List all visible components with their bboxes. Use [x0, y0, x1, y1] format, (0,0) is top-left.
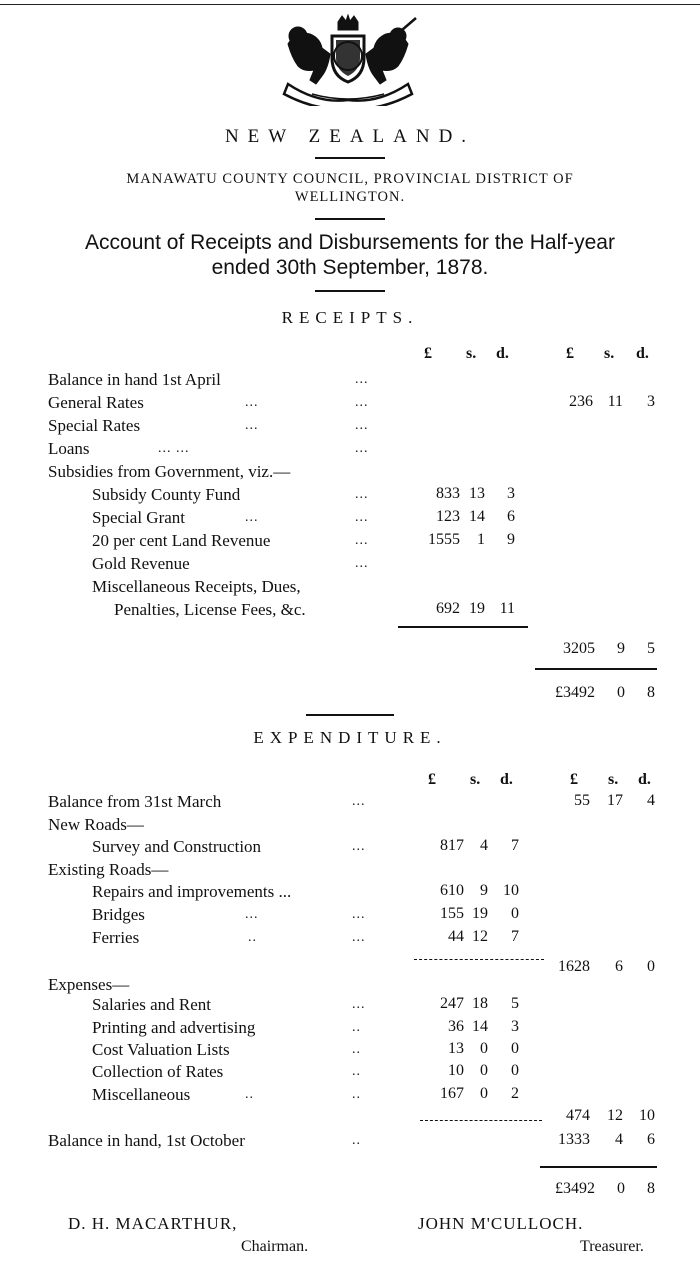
expenditure-total-rule	[540, 1166, 657, 1168]
receipts-row-inner-shillings: 14	[469, 508, 485, 525]
expenditure-row-inner-pence: 7	[511, 928, 519, 945]
heading-divider	[315, 157, 385, 159]
heading-divider	[315, 218, 385, 220]
receipts-row-dots: ...	[355, 372, 369, 387]
receipts-row-dots: ...	[355, 510, 369, 525]
expenditure-row-inner-shillings: 14	[472, 1018, 488, 1035]
expenditure-row-outer-shillings: 6	[615, 958, 623, 975]
expenditure-row-inner-pounds: 44	[448, 928, 464, 945]
receipts-row-inner-shillings: 13	[469, 485, 485, 502]
receipts-row-inner-pounds: 833	[436, 485, 460, 502]
expenditure-row-leader-dots: ...	[245, 907, 259, 922]
expenditure-row-inner-pence: 0	[511, 905, 519, 922]
expenditure-row-label: Cost Valuation Lists	[92, 1040, 230, 1059]
receipts-row-inner-shillings: 19	[469, 600, 485, 617]
expenditure-row-dots: ..	[352, 1087, 361, 1102]
receipts-row-leader-dots: ...	[245, 510, 259, 525]
expenditure-total-shillings: 0	[617, 1180, 625, 1197]
receipts-inner-pound-header: £	[424, 345, 432, 362]
treasurer-name: JOHN M'CULLOCH.	[418, 1214, 584, 1233]
expenditure-row-outer-pence: 6	[647, 1131, 655, 1148]
expenditure-row-leader-dots: ..	[245, 1087, 254, 1102]
expenditure-row-inner-pence: 0	[511, 1062, 519, 1079]
expenditure-inner-pound-header: £	[428, 771, 436, 788]
receipts-inner-shilling-header: s.	[466, 345, 477, 362]
receipts-row-label: Miscellaneous Receipts, Dues,	[92, 577, 301, 596]
receipts-outer-pence-header: d.	[636, 345, 649, 362]
receipts-row-inner-pence: 9	[507, 531, 515, 548]
expenditure-row-inner-shillings: 12	[472, 928, 488, 945]
expenditure-outer-pound-header: £	[570, 771, 578, 788]
receipts-row-inner-pence: 6	[507, 508, 515, 525]
expenditure-row-inner-pounds: 610	[440, 882, 464, 899]
expenditure-row-inner-pence: 0	[511, 1040, 519, 1057]
expenditure-row-inner-pence: 10	[503, 882, 519, 899]
expenditure-row-label: Miscellaneous	[92, 1085, 191, 1104]
expenditure-row-outer-shillings: 12	[607, 1107, 623, 1124]
receipts-row-label: Loans	[48, 439, 90, 458]
receipts-row-dots: ...	[355, 533, 369, 548]
expenditure-row-dots: ..	[352, 1020, 361, 1035]
receipts-title: RECEIPTS.	[281, 308, 419, 327]
expenditure-row-dots: ...	[352, 997, 366, 1012]
expenditure-row-label: Balance in hand, 1st October	[48, 1131, 245, 1150]
expenditure-row-outer-shillings: 17	[607, 792, 623, 809]
receipts-row-label: Subsidy County Fund	[92, 485, 241, 504]
heading-divider	[315, 290, 385, 292]
expenditure-row-dots: ..	[352, 1042, 361, 1057]
receipts-subtotal-pence: 5	[647, 640, 655, 657]
receipts-row-leader-dots: ... ...	[158, 441, 190, 456]
expenditure-row-label: Repairs and improvements ...	[92, 882, 292, 901]
receipts-row-dots: ...	[355, 441, 369, 456]
expenditure-row-label: Expenses—	[48, 975, 130, 994]
expenditure-outer-shilling-header: s.	[608, 771, 619, 788]
account-title-line-2: ended 30th September, 1878.	[211, 256, 489, 279]
expenses-subtotal-rule	[420, 1120, 542, 1121]
expenditure-row-inner-pounds: 10	[448, 1062, 464, 1079]
expenditure-row-inner-shillings: 0	[480, 1040, 488, 1057]
expenditure-title: EXPENDITURE.	[253, 728, 447, 747]
expenditure-row-dots: ...	[352, 839, 366, 854]
expenditure-row-outer-pence: 0	[647, 958, 655, 975]
receipts-outer-shilling-header: s.	[604, 345, 615, 362]
receipts-total-pence: 8	[647, 684, 655, 701]
expenditure-row-inner-pounds: 36	[448, 1018, 464, 1035]
expenditure-row-outer-pounds: 1333	[558, 1131, 590, 1148]
expenditure-inner-pence-header: d.	[500, 771, 513, 788]
expenditure-row-leader-dots: ..	[248, 930, 257, 945]
expenditure-row-outer-shillings: 4	[615, 1131, 623, 1148]
receipts-row-label: Subsidies from Government, viz.—	[48, 462, 291, 481]
receipts-row-outer-pence: 3	[647, 393, 655, 410]
receipts-row-label: Balance in hand 1st April	[48, 370, 221, 389]
receipts-subtotal-rule	[398, 626, 528, 628]
expenditure-row-label: Bridges	[92, 905, 145, 924]
expenditure-row-inner-pounds: 13	[448, 1040, 464, 1057]
expenditure-row-inner-pence: 3	[511, 1018, 519, 1035]
expenditure-row-inner-shillings: 18	[472, 995, 488, 1012]
expenditure-row-label: Collection of Rates	[92, 1062, 224, 1081]
council-line-2: WELLINGTON.	[294, 189, 406, 205]
receipts-total-rule	[535, 668, 657, 670]
expenditure-row-inner-pence: 7	[511, 837, 519, 854]
receipts-row-leader-dots: ...	[245, 395, 259, 410]
receipts-row-outer-shillings: 11	[607, 393, 623, 410]
receipts-row-label: Special Grant	[92, 508, 185, 527]
receipts-row-dots: ...	[355, 556, 369, 571]
expenditure-row-dots: ..	[352, 1064, 361, 1079]
receipts-row-label: 20 per cent Land Revenue	[92, 531, 271, 550]
expenditure-row-dots: ...	[352, 930, 366, 945]
expenditure-row-outer-pence: 4	[647, 792, 655, 809]
coat-of-arms-icon	[268, 14, 428, 106]
expenditure-row-label: Existing Roads—	[48, 860, 169, 879]
expenditure-row-inner-pence: 2	[511, 1085, 519, 1102]
existing-roads-subtotal-rule	[414, 959, 544, 960]
section-divider	[306, 714, 394, 716]
expenditure-row-label: Printing and advertising	[92, 1018, 256, 1037]
expenditure-row-label: Ferries	[92, 928, 140, 947]
chairman-title: Chairman.	[241, 1238, 309, 1255]
receipts-row-inner-pence: 3	[507, 485, 515, 502]
expenditure-inner-shilling-header: s.	[470, 771, 481, 788]
receipts-row-dots: ...	[355, 395, 369, 410]
receipts-row-leader-dots: ...	[245, 418, 259, 433]
receipts-total-shillings: 0	[617, 684, 625, 701]
expenditure-row-inner-shillings: 0	[480, 1085, 488, 1102]
receipts-row-dots: ...	[355, 487, 369, 502]
treasurer-title: Treasurer.	[580, 1238, 644, 1255]
receipts-total-pounds: £3492	[555, 684, 595, 701]
expenditure-row-label: New Roads—	[48, 815, 144, 834]
account-title-line-1: Account of Receipts and Disbursements for the Half-year	[85, 231, 615, 254]
expenditure-row-inner-shillings: 9	[480, 882, 488, 899]
receipts-row-label: General Rates	[48, 393, 144, 412]
expenditure-row-inner-shillings: 0	[480, 1062, 488, 1079]
council-line-1: MANAWATU COUNTY COUNCIL, PROVINCIAL DISTRICT OF	[126, 171, 574, 187]
expenditure-row-label: Survey and Construction	[92, 837, 262, 856]
receipts-row-label: Penalties, License Fees, &c.	[114, 600, 306, 619]
receipts-inner-pence-header: d.	[496, 345, 509, 362]
receipts-row-inner-pence: 11	[499, 600, 515, 617]
receipts-row-inner-shillings: 1	[477, 531, 485, 548]
chairman-name: D. H. MACARTHUR,	[68, 1214, 238, 1233]
expenditure-row-inner-shillings: 4	[480, 837, 488, 854]
expenditure-row-inner-shillings: 19	[472, 905, 488, 922]
receipts-row-label: Gold Revenue	[92, 554, 190, 573]
top-border-rule	[0, 4, 700, 5]
expenditure-row-inner-pounds: 155	[440, 905, 464, 922]
expenditure-row-dots: ...	[352, 907, 366, 922]
expenditure-row-inner-pounds: 247	[440, 995, 464, 1012]
expenditure-row-outer-pence: 10	[639, 1107, 655, 1124]
receipts-outer-pound-header: £	[566, 345, 574, 362]
receipts-subtotal-pounds: 3205	[563, 640, 595, 657]
receipts-row-inner-pounds: 1555	[428, 531, 460, 548]
country-heading: NEW ZEALAND.	[224, 126, 476, 147]
expenditure-outer-pence-header: d.	[638, 771, 651, 788]
expenditure-row-outer-pounds: 1628	[558, 958, 590, 975]
receipts-subtotal-shillings: 9	[617, 640, 625, 657]
expenditure-row-dots: ...	[352, 794, 366, 809]
receipts-row-dots: ...	[355, 418, 369, 433]
expenditure-total-pounds: £3492	[555, 1180, 595, 1197]
expenditure-total-pence: 8	[647, 1180, 655, 1197]
expenditure-row-inner-pounds: 167	[440, 1085, 464, 1102]
expenditure-row-dots: ..	[352, 1133, 361, 1148]
receipts-row-outer-pounds: 236	[569, 393, 593, 410]
receipts-row-label: Special Rates	[48, 416, 141, 435]
expenditure-row-outer-pounds: 55	[574, 792, 590, 809]
expenditure-row-label: Balance from 31st March	[48, 792, 222, 811]
receipts-row-inner-pounds: 123	[436, 508, 460, 525]
expenditure-row-outer-pounds: 474	[566, 1107, 590, 1124]
receipts-row-inner-pounds: 692	[436, 600, 460, 617]
expenditure-row-label: Salaries and Rent	[92, 995, 211, 1014]
expenditure-row-inner-pounds: 817	[440, 837, 464, 854]
expenditure-row-inner-pence: 5	[511, 995, 519, 1012]
